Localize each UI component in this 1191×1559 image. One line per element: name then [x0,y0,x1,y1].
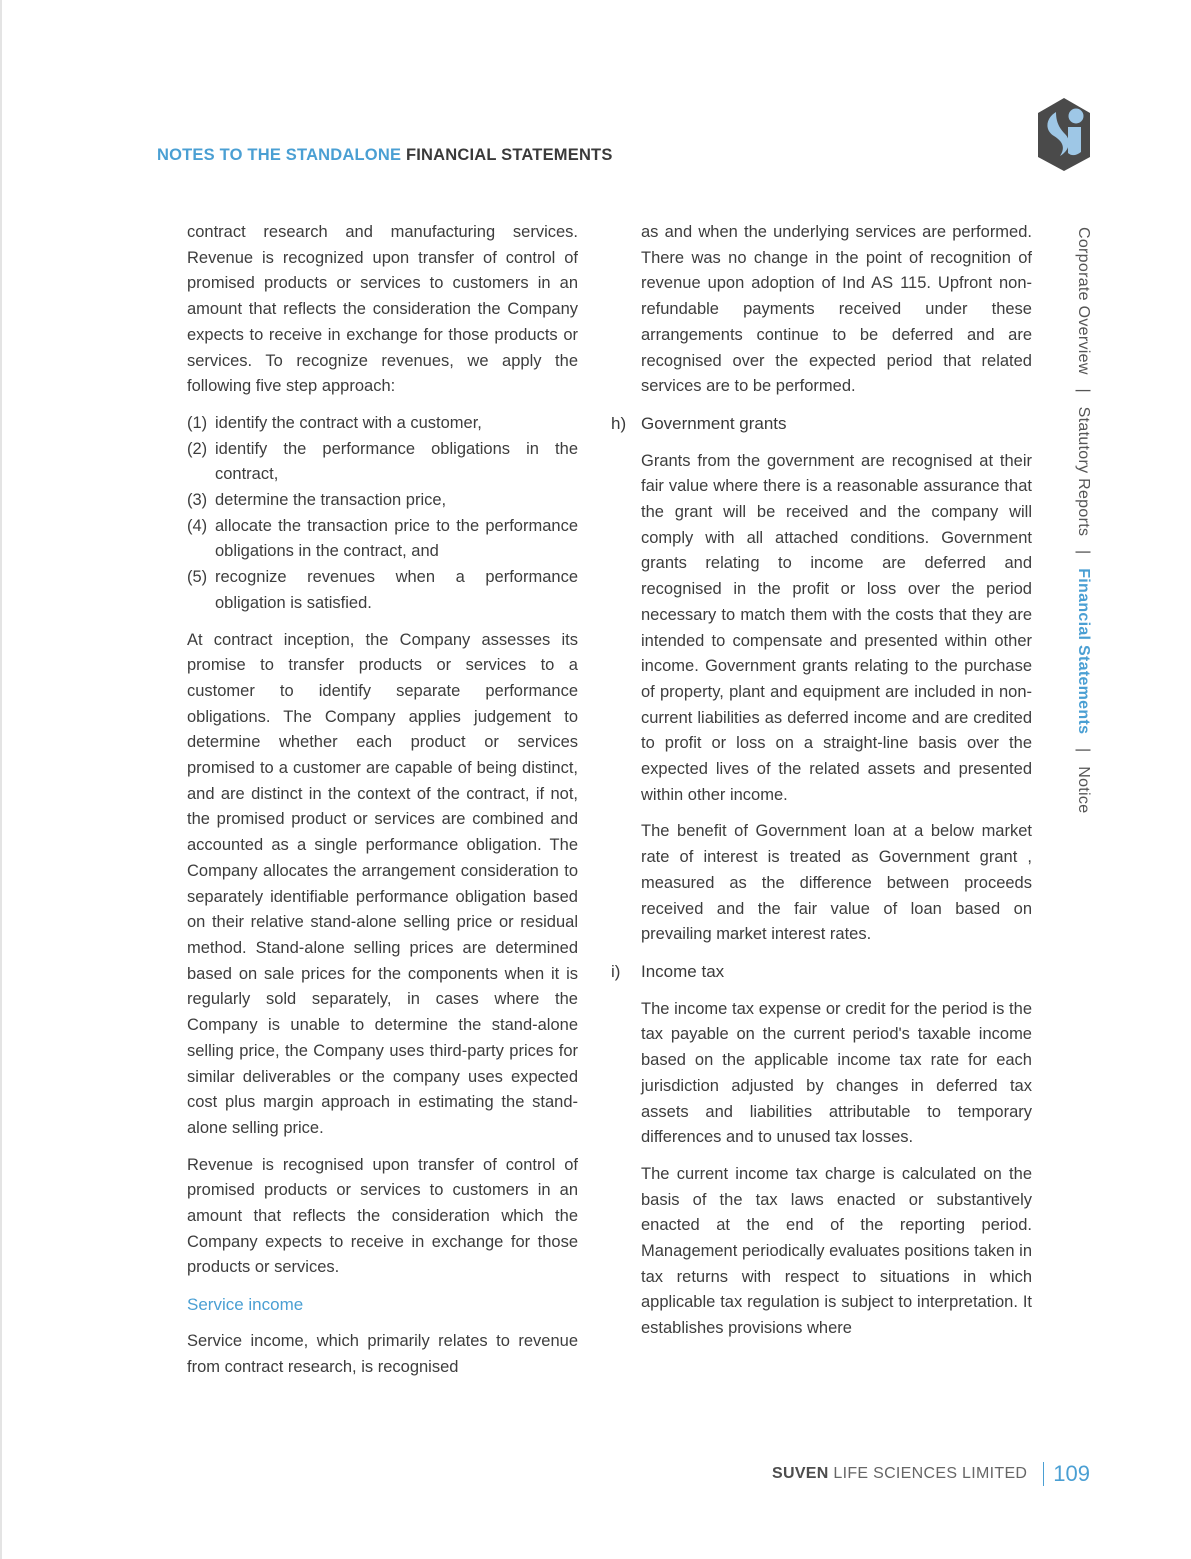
list-number: (3) [187,491,208,510]
list-number: (1) [187,413,208,432]
right-column [611,220,1032,1353]
current-tax-paragraph: The current income tax charge is calculated on the basis of the tax laws enacted or substantively enacted at the end of the reporting period. Management periodically evaluates positions taken in tax returns with respect to situations in which applicable tax regulation is subject to interpretation. It establishes provisions where [641,1164,1032,1338]
nav-separator: | [1075,388,1092,393]
list-item [187,437,578,488]
government-grants-paragraph: Grants from the government are recognised at their fair value where there is a reasonable assurance that the grant will be received and the company will comply with all attached conditions. Government grants relating to income are deferred and recognised in the profit or loss over the period necessary to match them with the costs that they are intended to compensate and presented within other income. Government grants relating to the purchase of property, plant and equipment are included in non-current liabilities as deferred income and are credited to profit or loss on a straight-line basis over the expected lives of the related assets and presented within other income. [641,451,1032,804]
list-text: determine the transaction price, [215,491,447,510]
nav-item-notice[interactable]: Notice [1075,766,1092,814]
service-income-continued-paragraph: as and when the underlying services are performed. There was no change in the point of recognition of revenue upon adoption of Ind AS 115. Upfront non-refundable payments received under these arrangements continue to be deferred and are recognised over the expected period that related services are to be performed. [641,223,1032,396]
nav-item-statutory-reports[interactable]: Statutory Reports [1075,406,1092,537]
list-text: identify the performance obligations in the contract, [215,439,578,484]
section-marker: h) [611,413,627,433]
company-logo-icon [1036,96,1092,172]
government-loan-paragraph: The benefit of Government loan at a below market rate of interest is treated as Government grant , measured as the difference between proceeds received and the fair value of loan based on prevailing market interest rates. [641,822,1032,944]
nav-separator: | [1075,550,1092,555]
company-name [772,1465,1027,1483]
income-tax-heading [611,959,1032,985]
nav-separator: | [1075,748,1092,753]
section-title: Government grants [641,413,787,433]
footer-divider [1043,1462,1044,1486]
list-number: (4) [187,516,208,535]
income-tax-paragraph: The income tax expense or credit for the period is the tax payable on the current period's taxable income based on the applicable income tax rate for each jurisdiction adjusted by changes in deferred tax assets and liabilities attributable to temporary differences and to unused tax losses. [641,999,1032,1147]
list-text: identify the contract with a customer, [215,413,482,432]
section-title: Income tax [641,961,725,981]
header-title: FINANCIAL STATEMENTS [405,146,613,164]
section-marker: i) [611,961,621,981]
government-grants-heading [611,411,1032,437]
page-edge [0,0,2,1559]
nav-item-financial-statements[interactable]: Financial Statements [1075,568,1092,735]
nav-item-corporate-overview[interactable]: Corporate Overview [1075,227,1092,375]
list-item [187,565,578,616]
header-highlight: NOTES TO THE STANDALONE [157,146,402,164]
company-name-bold: SUVEN [772,1465,829,1482]
page-header [157,146,613,165]
page-number: 109 [1053,1461,1090,1486]
revenue-recognition-paragraph: Revenue is recognised upon transfer of control of promised products or services to customers in an amount that reflects the consideration which the Company expects to receive in exchange for those products or services. [187,1155,578,1277]
company-name-rest: LIFE SCIENCES LIMITED [833,1465,1028,1482]
five-step-list [187,411,578,617]
list-item [187,488,578,514]
list-text: allocate the transaction price to the performance obligations in the contract, and [215,516,578,561]
list-number: (5) [187,568,208,587]
list-text: recognize revenues when a performance obligation is satisfied. [215,568,578,612]
list-number: (2) [187,439,208,458]
section-nav [1074,227,1092,813]
list-item [187,411,578,437]
contract-inception-paragraph: At contract inception, the Company assesses its promise to transfer products or services to a customer to identify separate performance obligations. The Company applies judgement to determine whether each product or services promised to a customer are capable of being distinct, and are distinct in the context of the contract, if not, the promised product or services are combined and accounted as a single performance obligation. The Company allocates the arrangement consideration to separately identifiable performance obligation based on their relative stand-alone selling price or residual method. Stand-alone selling prices are determined based on sale prices for the components when it is regularly sold separately, in cases where the Company is unable to determine the stand-alone selling price, the Company uses third-party prices for similar deliverables or the company uses expected cost plus margin approach in estimating the stand-alone selling price. [187,630,578,1137]
service-income-paragraph: Service income, which primarily relates to revenue from contract research, is recognised [187,1331,578,1376]
page-footer [772,1461,1090,1487]
left-column [187,220,578,1391]
service-income-heading: Service income [187,1295,304,1315]
list-item [187,514,578,565]
revenue-paragraph: contract research and manufacturing services. Revenue is recognized upon transfer of control of promised products or services to customers in an amount that reflects the consideration the Company expects to receive in exchange for those products or services. To recognize revenues, we apply the following five step approach: [187,223,578,396]
